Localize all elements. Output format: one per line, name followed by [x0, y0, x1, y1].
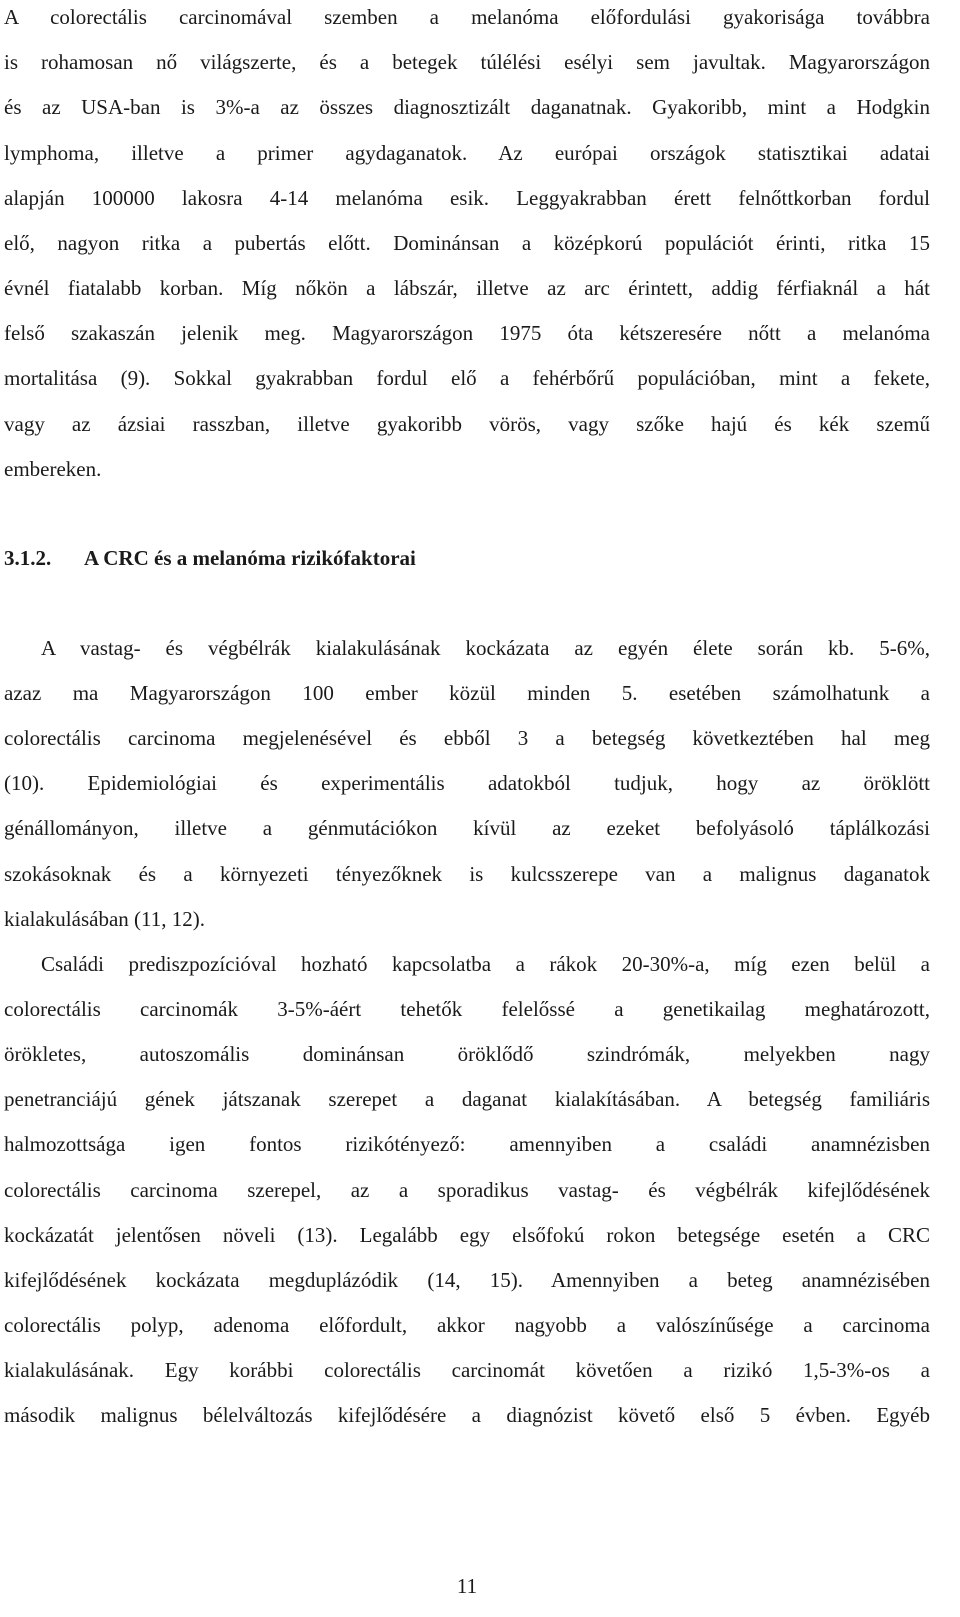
text-line: szokásoknak és a környezeti tényezőknek is kulcsszerepe van a malignus daganatok [4, 862, 930, 886]
text-line: is rohamosan nő világszerte, és a betegek túlélési esélyi sem javultak. Magyarországon [4, 50, 930, 74]
text-line: colorectális carcinoma szerepel, az a sporadikus vastag- és végbélrák kifejlődésének [4, 1178, 930, 1202]
text-line: felső szakaszán jelenik meg. Magyarországon 1975 óta kétszeresére nőtt a melanóma [4, 321, 930, 345]
text-line: embereken. [4, 457, 102, 481]
text-line: alapján 100000 lakosra 4-14 melanóma esik. Leggyakrabban érett felnőttkorban fordul [4, 186, 930, 210]
section-title: A CRC és a melanóma rizikófaktorai [84, 546, 416, 570]
text-line: vagy az ázsiai rasszban, illetve gyakoribb vörös, vagy szőke hajú és kék szemű [4, 412, 930, 436]
text-line: lymphoma, illetve a primer agydaganatok. Az európai országok statisztikai adatai [4, 141, 930, 165]
text-line: kialakulásának. Egy korábbi colorectális carcinomát követően a rizikó 1,5-3%-os a [4, 1358, 930, 1382]
text-line: örökletes, autoszomális dominánsan öröklődő szindrómák, melyekben nagy [4, 1042, 930, 1066]
text-line: és az USA-ban is 3%-a az összes diagnosztizált daganatnak. Gyakoribb, mint a Hodgkin [4, 95, 930, 119]
text-line: halmozottsága igen fontos rizikótényező: amennyiben a családi anamnézisben [4, 1132, 930, 1156]
text-line: colorectális carcinomák 3-5%-áért tehetők felelőssé a genetikailag meghatározott, [4, 997, 930, 1021]
text-line: Családi prediszpozícióval hozható kapcsolatba a rákok 20-30%-a, míg ezen belül a [41, 952, 930, 976]
text-line: mortalitása (9). Sokkal gyakrabban fordul elő a fehérbőrű populációban, mint a fekete, [4, 366, 930, 390]
text-line: (10). Epidemiológiai és experimentális adatokból tudjuk, hogy az öröklött [4, 771, 930, 795]
text-line: kockázatát jelentősen növeli (13). Legalább egy elsőfokú rokon betegsége esetén a CRC [4, 1223, 930, 1247]
text-line: A vastag- és végbélrák kialakulásának kockázata az egyén élete során kb. 5-6%, [41, 636, 930, 660]
text-line: elő, nagyon ritka a pubertás előtt. Dominánsan a középkorú populációt érinti, ritka 15 [4, 231, 930, 255]
text-line: azaz ma Magyarországon 100 ember közül minden 5. esetében számolhatunk a [4, 681, 930, 705]
text-line: második malignus bélelváltozás kifejlődésére a diagnózist követő első 5 évben. Egyéb [4, 1403, 930, 1427]
section-number: 3.1.2. [4, 546, 52, 570]
text-line: A colorectális carcinomával szemben a melanóma előfordulási gyakorisága továbbra [4, 5, 930, 29]
page-number: 11 [456, 1574, 478, 1598]
text-line: colorectális polyp, adenoma előfordult, akkor nagyobb a valószínűsége a carcinoma [4, 1313, 930, 1337]
text-line: kialakulásában (11, 12). [4, 907, 205, 931]
text-line: colorectális carcinoma megjelenésével és ebből 3 a betegség következtében hal meg [4, 726, 930, 750]
text-line: kifejlődésének kockázata megduplázódik (14, 15). Amennyiben a beteg anamnézisében [4, 1268, 930, 1292]
text-line: penetranciájú gének játszanak szerepet a daganat kialakításában. A betegség familiáris [4, 1087, 930, 1111]
text-line: évnél fiatalabb korban. Míg nőkön a lábszár, illetve az arc érintett, addig férfiaknál a hát [4, 276, 930, 300]
text-line: génállományon, illetve a génmutációkon kívül az ezeket befolyásoló táplálkozási [4, 816, 930, 840]
section-heading [4, 544, 416, 572]
